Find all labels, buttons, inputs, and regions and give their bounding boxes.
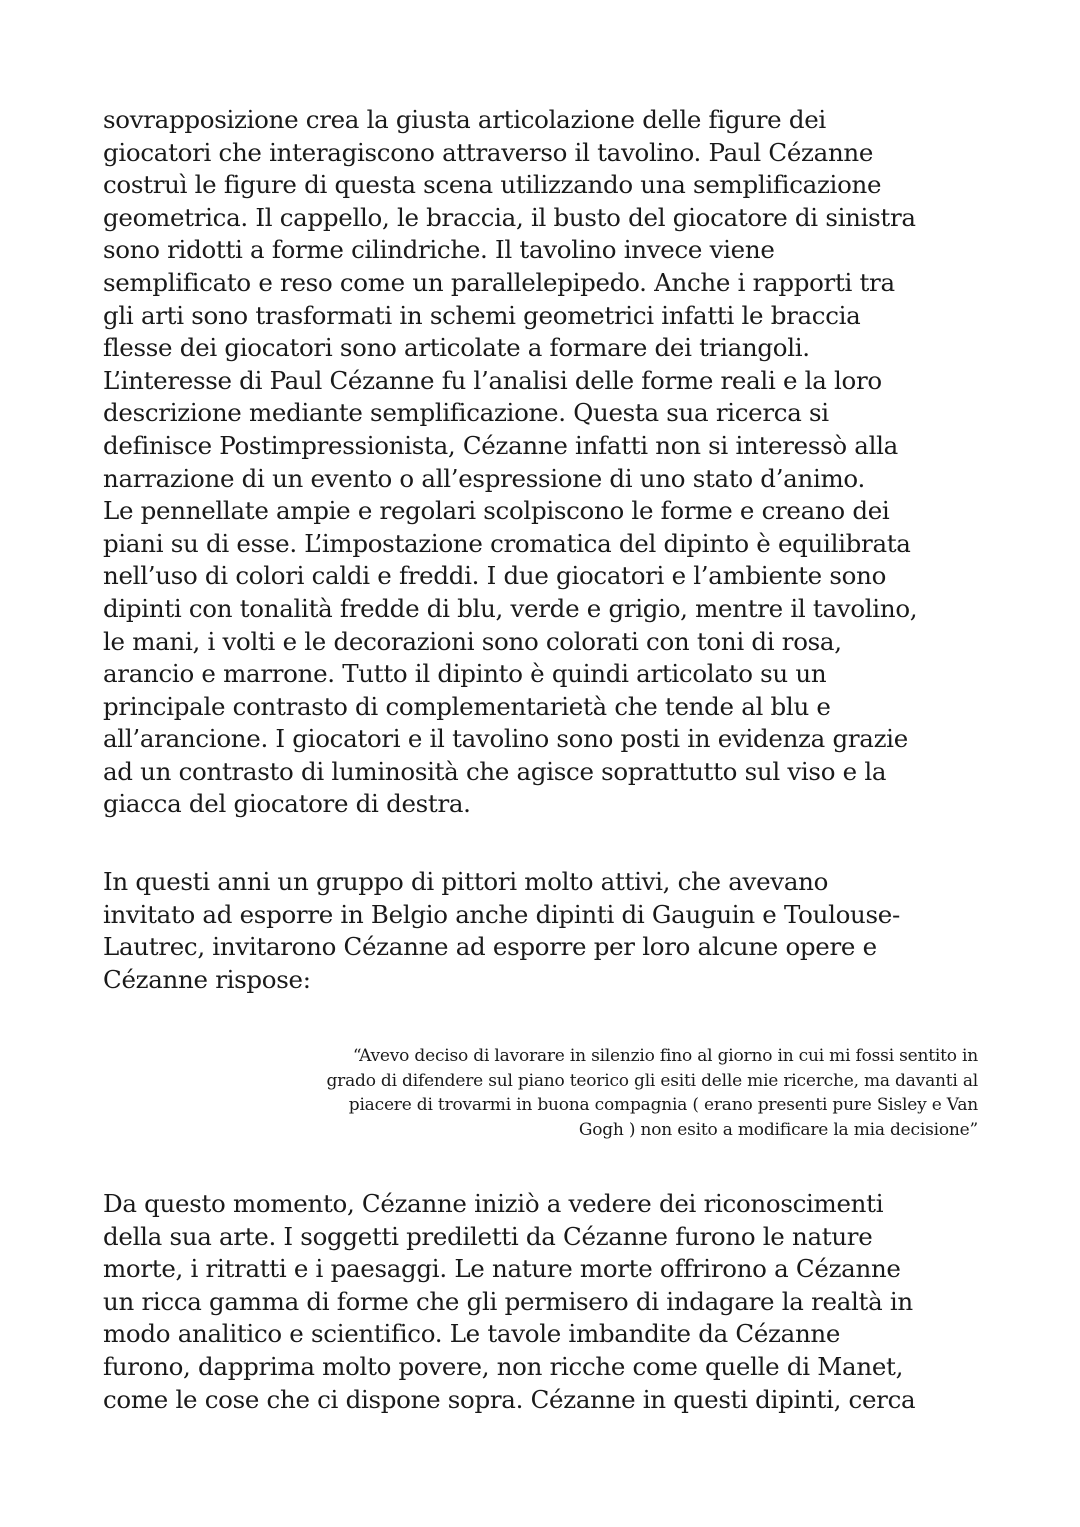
text-line: definisce Postimpressionista, Cézanne infatti non si interessò alla (103, 430, 898, 460)
paragraph-still-lifes (103, 1188, 983, 1416)
text-line: geometrica. Il cappello, le braccia, il busto del giocatore di sinistra (103, 202, 916, 232)
text-line: gli arti sono trasformati in schemi geometrici infatti le braccia (103, 300, 861, 330)
text-line: un ricca gamma di forme che gli permisero di indagare la realtà in (103, 1286, 913, 1316)
text-line: arancio e marrone. Tutto il dipinto è quindi articolato su un (103, 659, 827, 689)
text-line: flesse dei giocatori sono articolate a formare dei triangoli. (103, 333, 810, 363)
text-line: giocatori che interagiscono attraverso il tavolino. Paul Cézanne (103, 137, 874, 167)
text-line: le mani, i volti e le decorazioni sono colorati con toni di rosa, (103, 626, 842, 656)
text-line: come le cose che ci dispone sopra. Cézanne in questi dipinti, cerca (103, 1384, 916, 1414)
text-line: Cézanne rispose: (103, 964, 311, 994)
paragraph-belgium-invitation (103, 866, 983, 996)
text-line: dipinti con tonalità fredde di blu, verde e grigio, mentre il tavolino, (103, 593, 918, 623)
text-line: nell’uso di colori caldi e freddi. I due giocatori e l’ambiente sono (103, 561, 887, 591)
text-line: In questi anni un gruppo di pittori molto attivi, che avevano (103, 867, 829, 896)
text-line: ad un contrasto di luminosità che agisce soprattutto sul viso e la (103, 756, 887, 786)
text-line: costruì le figure di questa scena utilizzando una semplificazione (103, 170, 882, 200)
text-line: L’interesse di Paul Cézanne fu l’analisi delle forme reali e la loro (103, 365, 882, 395)
text-line: morte, i ritratti e i paesaggi. Le nature morte offrirono a Cézanne (103, 1254, 901, 1284)
text-line: Lautrec, invitarono Cézanne ad esporre per loro alcune opere e (103, 932, 877, 962)
text-line: invitato ad esporre in Belgio anche dipinti di Gauguin e Toulouse- (103, 899, 900, 929)
text-line: semplificato e reso come un parallelepipedo. Anche i rapporti tra (103, 267, 895, 297)
text-line: principale contrasto di complementarietà che tende al blu e (103, 691, 831, 721)
text-line: sono ridotti a forme cilindriche. Il tavolino invece viene (103, 235, 775, 265)
text-line: modo analitico e scientifico. Le tavole imbandite da Cézanne (103, 1319, 841, 1349)
quote-line: grado di difendere sul piano teorico gli esiti delle mie ricerche, ma davanti al (326, 1070, 978, 1091)
text-line: descrizione mediante semplificazione. Questa sua ricerca si (103, 398, 829, 428)
text-line: Le pennellate ampie e regolari scolpiscono le forme e creano dei (103, 496, 890, 526)
text-line: all’arancione. I giocatori e il tavolino sono posti in evidenza grazie (103, 724, 908, 754)
paragraph-cardplayers-analysis (103, 104, 983, 821)
text-line: piani su di esse. L’impostazione cromatica del dipinto è equilibrata (103, 528, 911, 558)
text-line: della sua arte. I soggetti prediletti da Cézanne furono le nature (103, 1221, 873, 1251)
quote-line: Gogh ) non esito a modificare la mia decisione” (578, 1119, 978, 1140)
text-line: narrazione di un evento o all’espressione di uno stato d’animo. (103, 463, 865, 493)
quote-line: piacere di trovarmi in buona compagnia ( erano presenti pure Sisley e Van (348, 1095, 978, 1116)
text-line: furono, dapprima molto povere, non ricche come quelle di Manet, (103, 1351, 904, 1381)
blockquote-cezanne-reply (250, 1044, 978, 1142)
quote-line: “Avevo deciso di lavorare in silenzio fino al giorno in cui mi fossi sentito in (352, 1046, 978, 1066)
text-line: sovrapposizione crea la giusta articolazione delle figure dei (103, 105, 826, 134)
text-line: Da questo momento, Cézanne iniziò a vedere dei riconoscimenti (103, 1189, 884, 1218)
text-line: giacca del giocatore di destra. (103, 789, 471, 819)
